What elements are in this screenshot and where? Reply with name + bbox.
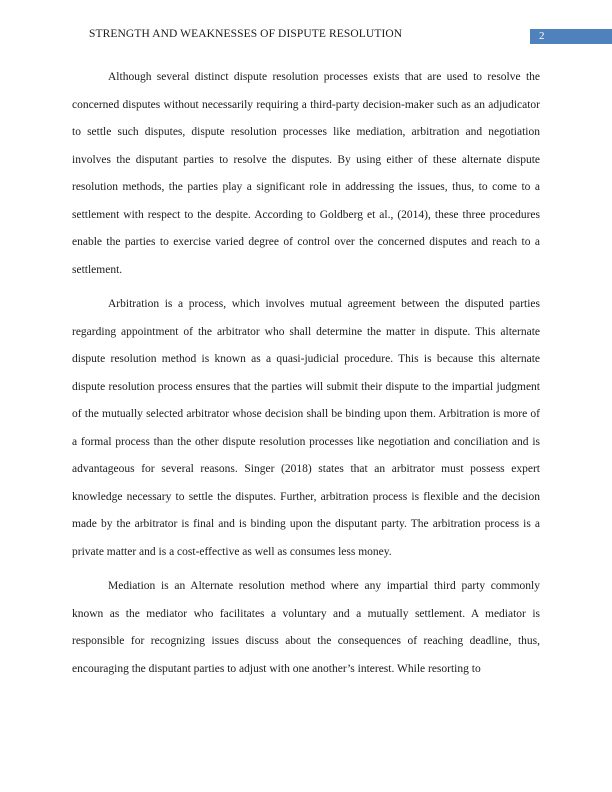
document-body bbox=[72, 64, 540, 690]
paragraph-arbitration: Arbitration is a process, which involves mutual agreement between the disputed parties regarding appointment of the arbitrator who shall determine the matter in dispute. This alternate dispute resolution method is known as a quasi-judicial procedure. This is because this alternate dispute resolution process ensures that the parties will submit their dispute to the impartial judgment of the mutually selected arbitrator whose decision shall be binding upon them. Arbitration is more of a formal process than the other dispute resolution processes like negotiation and conciliation and is advantageous for several reasons. Singer (2018) states that an arbitrator must possess expert knowledge necessary to settle the disputes. Further, arbitration process is flexible and the decision made by the arbitrator is final and is binding upon the disputant party. The arbitration process is a private matter and is a cost-effective as well as consumes less money. bbox=[72, 298, 540, 558]
paragraph-intro: Although several distinct dispute resolution processes exists that are used to resolve the concerned disputes without necessarily requiring a third-party decision-maker such as an adjudicator to settle such disputes, dispute resolution processes like mediation, arbitration and negotiation involves the disputant parties to resolve the disputes. By using either of these alternate dispute resolution methods, the parties play a significant role in addressing the issues, thus, to come to a settlement with respect to the despite. According to Goldberg et al., (2014), these three procedures enable the parties to exercise varied degree of control over the concerned disputes and reach to a settlement. bbox=[72, 71, 540, 276]
page-number: 2 bbox=[530, 29, 612, 44]
running-head: STRENGTH AND WEAKNESSES OF DISPUTE RESOLUTION bbox=[89, 28, 403, 40]
paragraph-mediation: Mediation is an Alternate resolution method where any impartial third party commonly known as the mediator who facilitates a voluntary and a mutually settlement. A mediator is responsible for recognizing issues discuss about the consequences of reaching deadline, thus, encouraging the disputant parties to adjust with one another’s interest. While resorting to bbox=[72, 580, 540, 675]
